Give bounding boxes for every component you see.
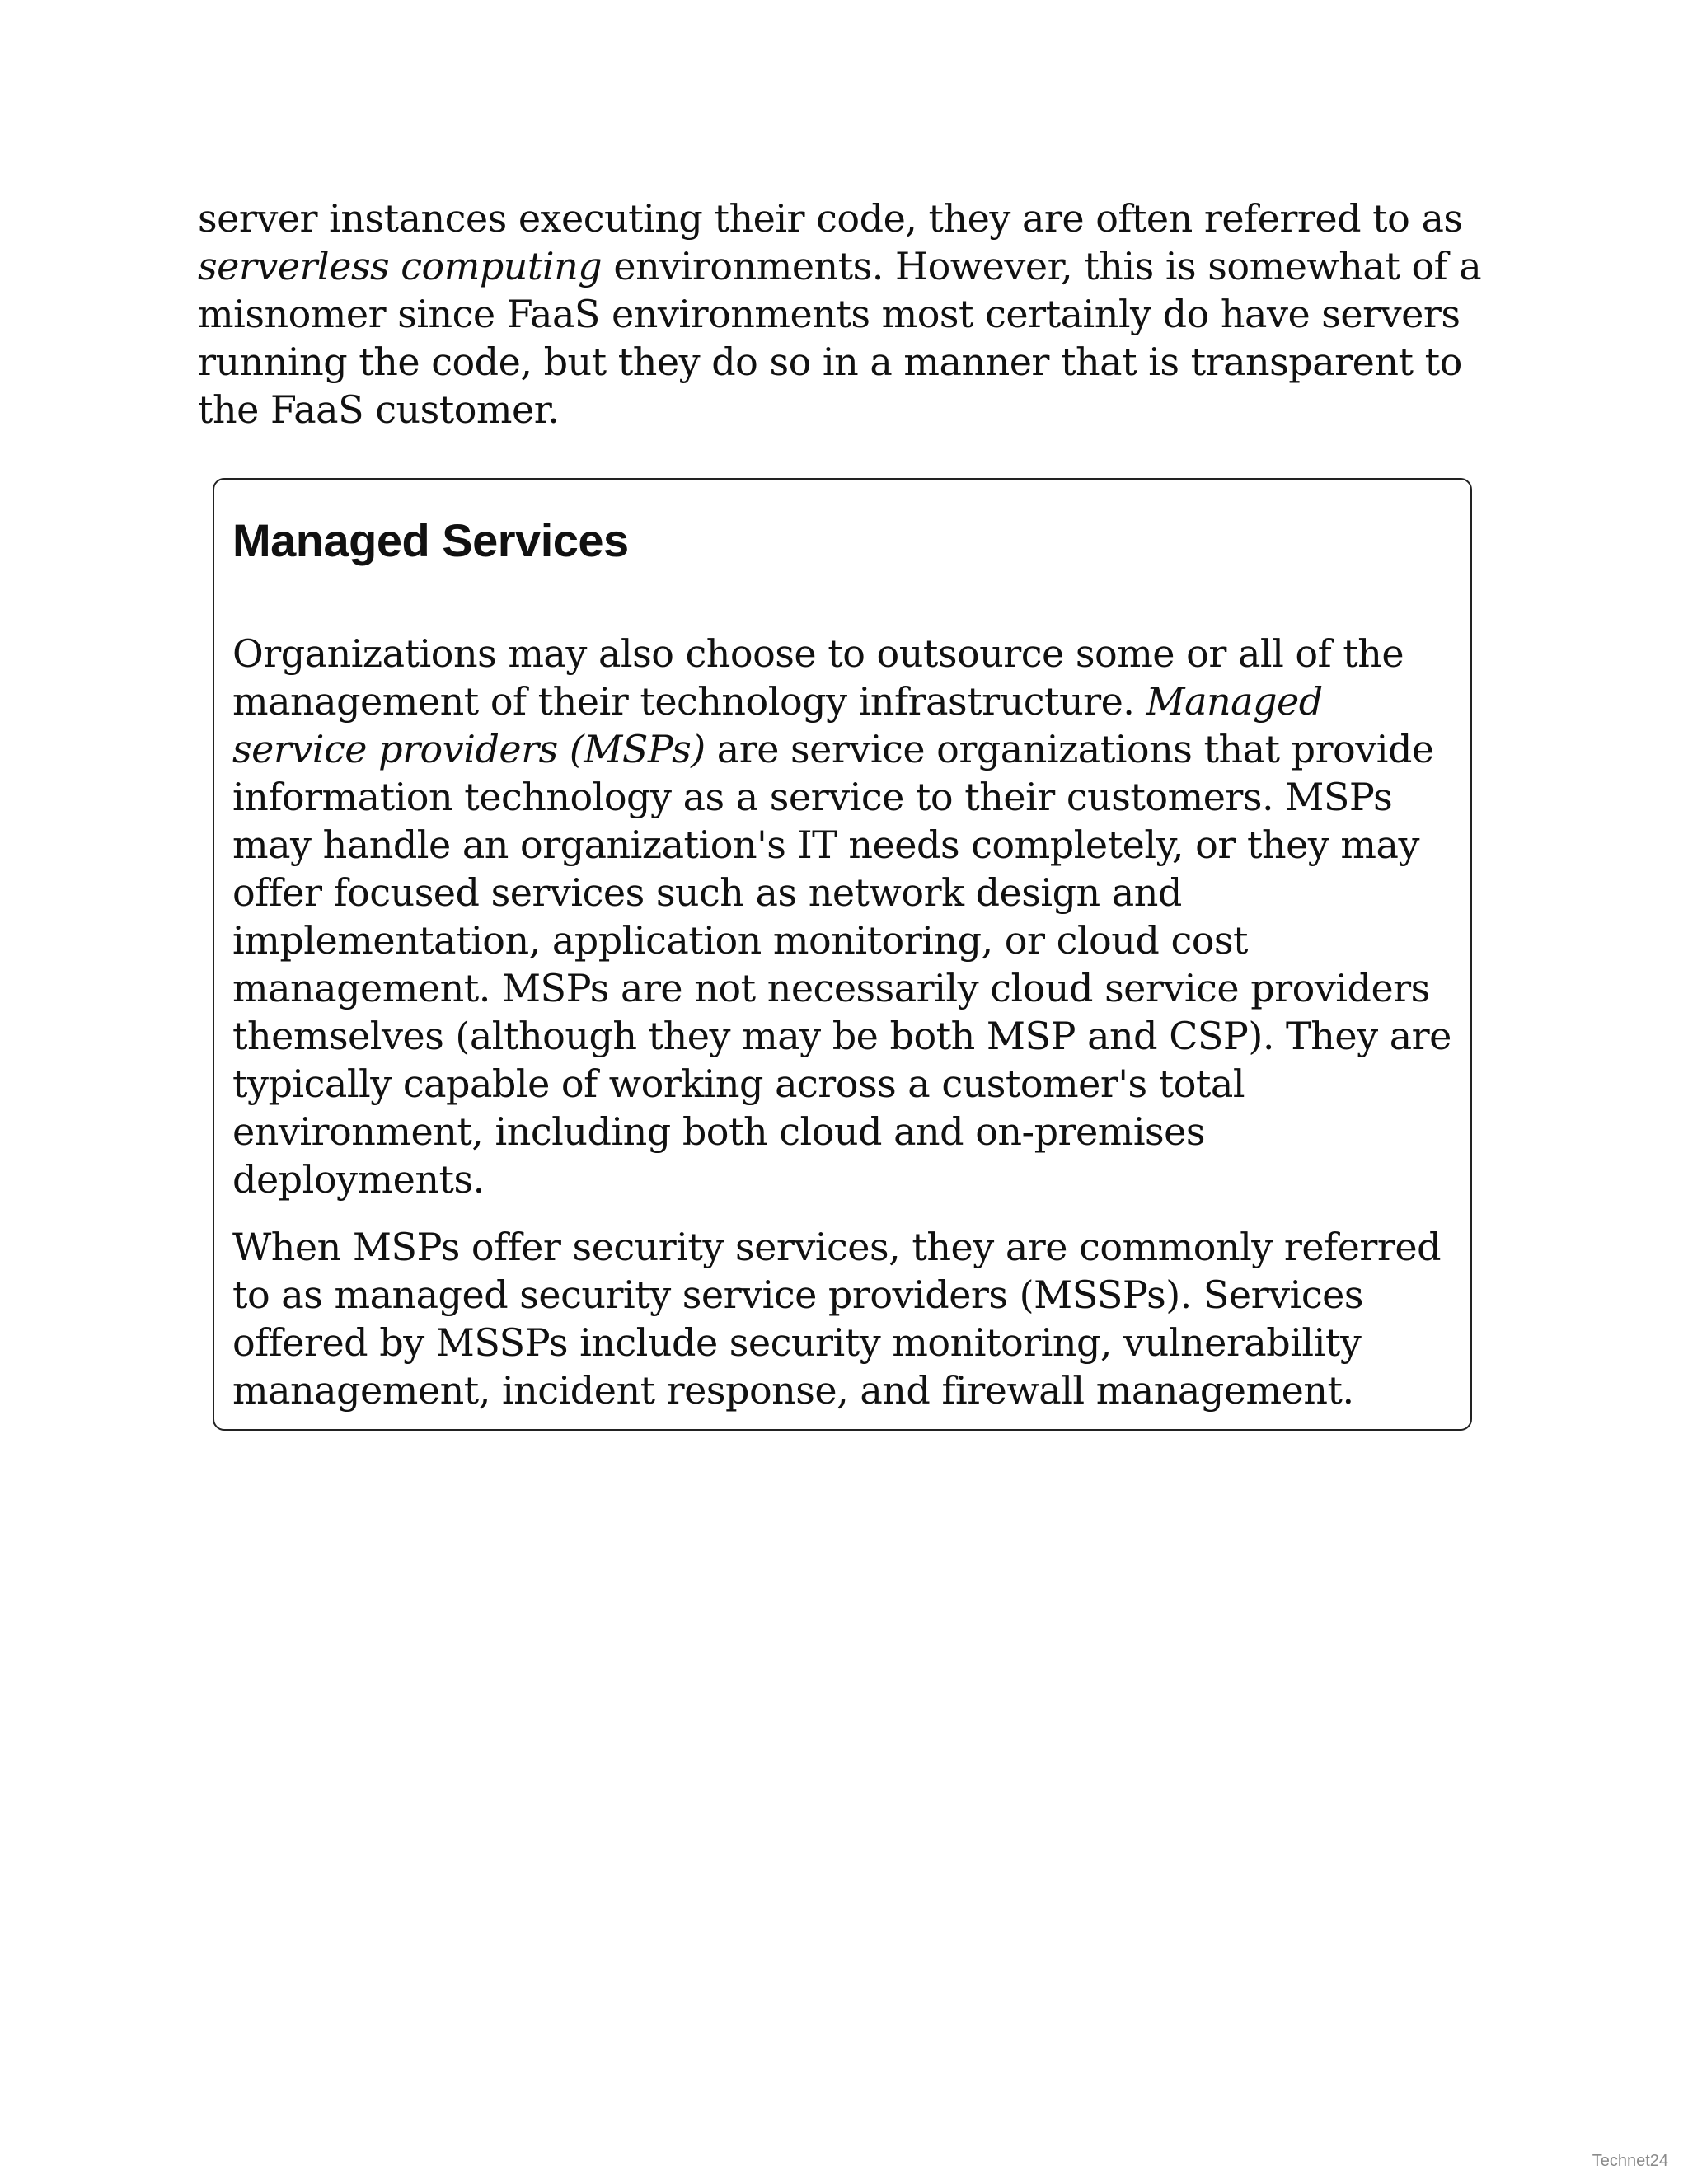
- managed-services-sidebar: [213, 478, 1472, 1431]
- intro-paragraph: [198, 194, 1500, 434]
- sidebar-title: Managed Services: [232, 514, 629, 566]
- footer-watermark: Technet24: [1592, 2152, 1668, 2170]
- sidebar-paragraph-msp-rest: are service organizations that provide information technology as a service to their customers. MSPs may handle an organization's IT needs completely, or they may offer focused services such as network design and implementation, application monitoring, or cloud cost management. MSPs are not necessarily cloud service providers themselves (although they may be both MSP and CSP). They are typically capable of working across a customer's total environment, including both cloud and on-premises deployments.: [232, 727, 1451, 1202]
- sidebar-term-msp: Managed service providers (MSPs): [232, 679, 1323, 771]
- sidebar-paragraph-msp-start: Organizations may also choose to outsource some or all of the management of their technology infrastructure.: [232, 631, 1404, 724]
- intro-text-rest: environments. However, this is somewhat of a misnomer since FaaS environments most certainly do have servers running the code, but they do so in a manner that is transparent to the FaaS customer.: [198, 244, 1482, 432]
- sidebar-paragraph-msp: [232, 630, 1456, 1203]
- intro-text-start: server instances executing their code, they are often referred to as: [198, 196, 1463, 241]
- sidebar-paragraph-mssp: When MSPs offer security services, they are commonly referred to as managed security service providers (MSSPs). Services offered by MSSPs include security monitoring, vulnerability management, incident response, and firewall management.: [232, 1225, 1442, 1413]
- intro-term-serverless-computing: serverless computing: [198, 244, 603, 288]
